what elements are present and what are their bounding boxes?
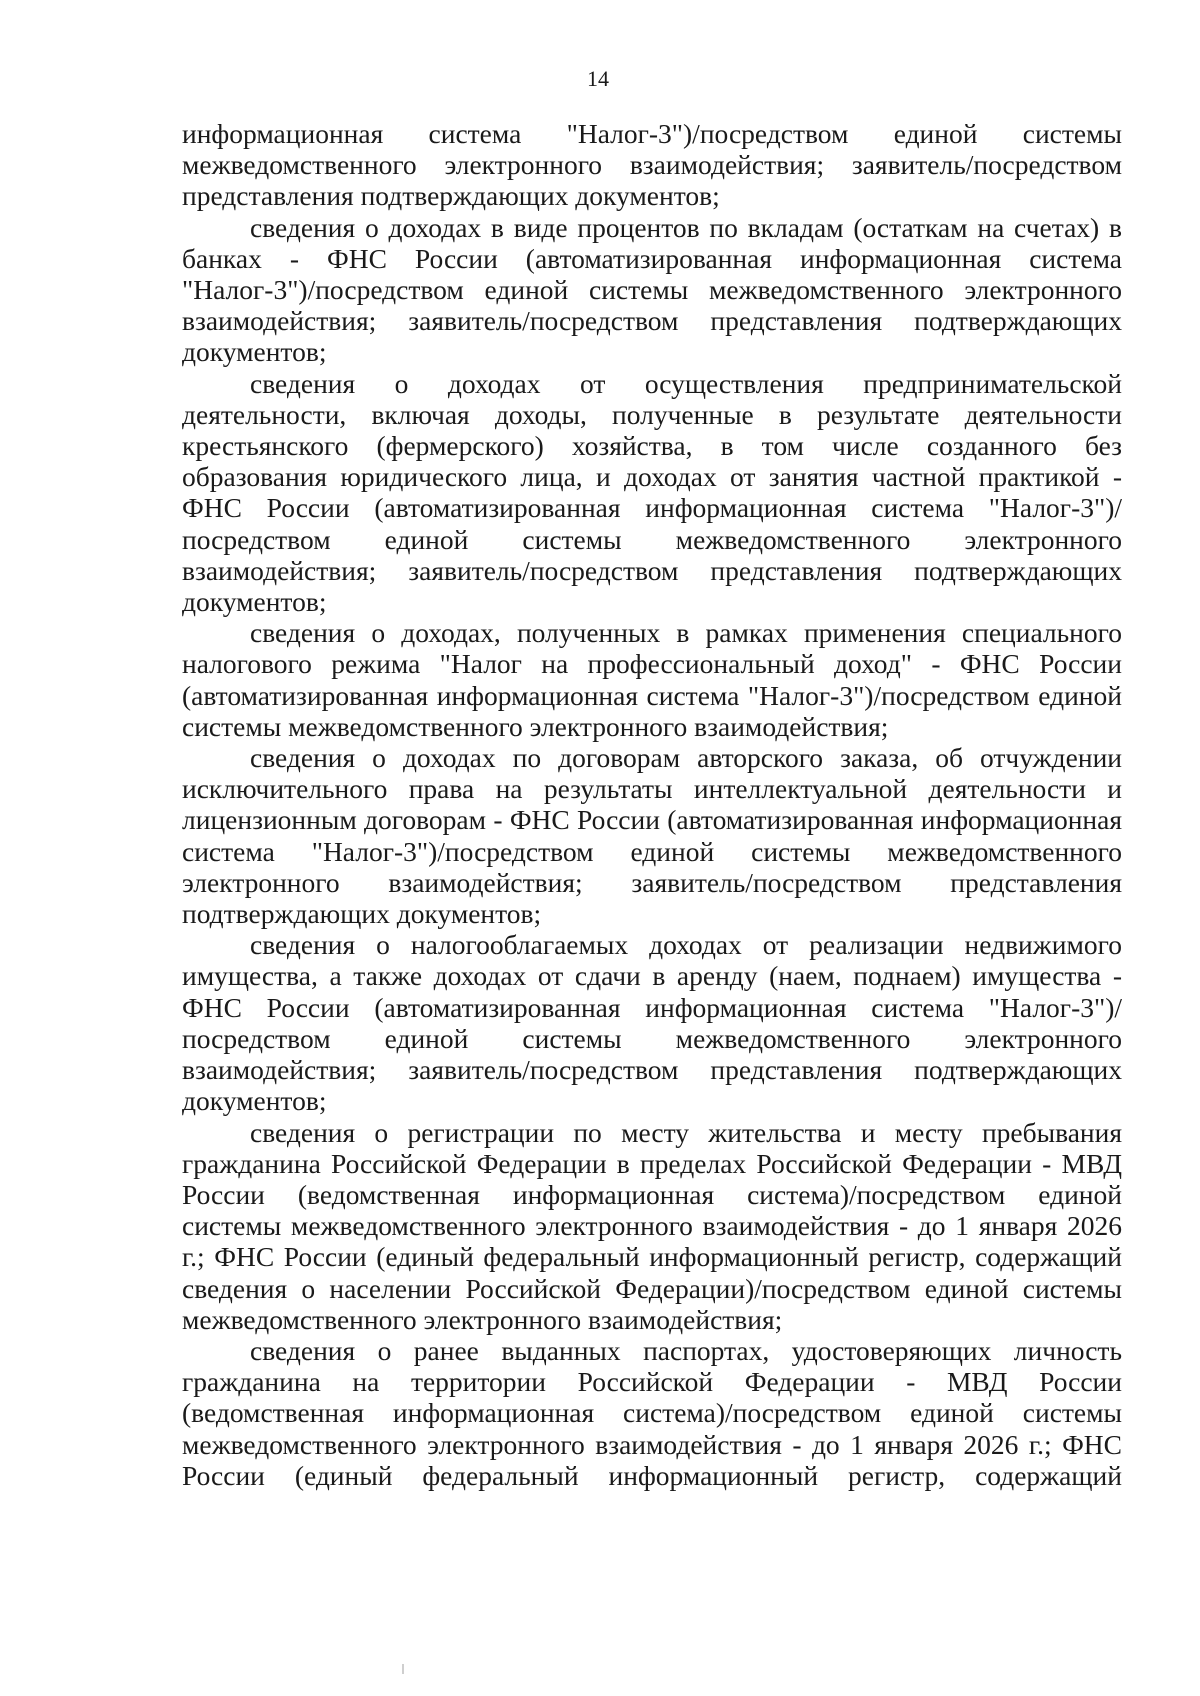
- paragraph: сведения о ранее выданных паспортах, удостоверяющих личность гражданина на территории Российской Федерации - МВД России (ведомственная информационная система)/посредством единой системы межведомственного электронного взаимодействия - до 1 января 2026 г.; ФНС России (единый федеральный информационный регистр, содержащий: [182, 1334, 1122, 1491]
- paragraph: сведения о доходах в виде процентов по вкладам (остаткам на счетах) в банках - ФНС России (автоматизированная информационная система "Налог-3")/посредством единой системы межведомственного электронного взаимодействия; заявитель/посредством представления подтверждающих документов;: [182, 211, 1122, 368]
- paragraph: сведения о доходах от осуществления предпринимательской деятельности, включая доходы, полученные в результате деятельности крестьянского (фермерского) хозяйства, в том числе созданного без образования юридического лица, и доходах от занятия частной практикой - ФНС России (автоматизированная информационная система "Налог-3")/посредством единой системы межведомственного электронного взаимодействия; заявитель/посредством представления подтверждающих документов;: [182, 367, 1122, 618]
- paragraph: сведения о регистрации по месту жительства и месту пребывания гражданина Российской Федерации в пределах Российской Федерации - МВД России (ведомственная информационная система)/посредством единой системы межведомственного электронного взаимодействия - до 1 января 2026 г.; ФНС России (единый федеральный информационный регистр, содержащий сведения о населении Российской Федерации)/посредством единой системы межведомственного электронного взаимодействия;: [182, 1116, 1122, 1335]
- document-body: [182, 118, 1122, 1491]
- paragraph: сведения о доходах по договорам авторского заказа, об отчуждении исключительного права на результаты интеллектуальной деятельности и лицензионным договорам - ФНС России (автоматизированная информационная система "Налог-3")/посредством единой системы межведомственного электронного взаимодействия; заявитель/посредством представления подтверждающих документов;: [182, 742, 1122, 930]
- paragraph: сведения о доходах, полученных в рамках применения специального налогового режима "Налог на профессиональный доход" - ФНС России (автоматизированная информационная система "Налог-3")/посредством единой системы межведомственного электронного взаимодействия;: [182, 617, 1122, 742]
- scan-artifact-mark: [402, 1664, 404, 1674]
- paragraph: сведения о налогооблагаемых доходах от реализации недвижимого имущества, а также доходах от сдачи в аренду (наем, поднаем) имущества - ФНС России (автоматизированная информационная система "Налог-3")/посредством единой системы межведомственного электронного взаимодействия; заявитель/посредством представления подтверждающих документов;: [182, 929, 1122, 1117]
- paragraph: информационная система "Налог-3")/посредством единой системы межведомственного электронного взаимодействия; заявитель/посредством представления подтверждающих документов;: [182, 118, 1122, 212]
- page-number: 14: [587, 66, 609, 91]
